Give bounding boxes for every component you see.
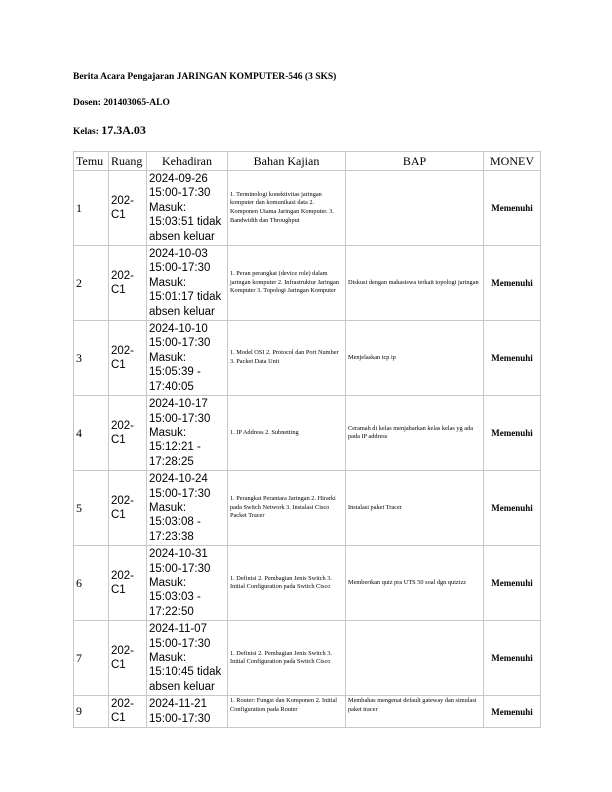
table-row: [74, 321, 541, 396]
monev-cell: Memenuhi: [484, 696, 541, 728]
ruang-cell: 202-C1: [109, 471, 147, 546]
bahan-kajian-cell: 1. IP Address 2. Subnetting: [228, 396, 346, 471]
ruang-cell: 202-C1: [109, 396, 147, 471]
attendance-table: [73, 151, 541, 728]
temu-cell: 3: [74, 321, 109, 396]
kehadiran-cell: [147, 171, 228, 246]
col-header-ruang: Ruang: [109, 152, 147, 171]
bahan-kajian-cell: 1. Model OSI 2. Protocol dan Port Number 3. Packet Data Unit: [228, 321, 346, 396]
ruang-cell: 202-C1: [109, 246, 147, 321]
kehadiran-jam: 15:00-17:30: [149, 187, 211, 200]
temu-cell: 5: [74, 471, 109, 546]
table-row: [74, 621, 541, 696]
table-row: [74, 546, 541, 621]
kehadiran-cell: [147, 396, 228, 471]
kelas-line: [73, 123, 146, 138]
temu-cell: 1: [74, 171, 109, 246]
bap-cell: Diskusi dengan mahasiswa terkait topologi jaringan: [346, 246, 484, 321]
monev-cell: Memenuhi: [484, 396, 541, 471]
bap-cell: [346, 621, 484, 696]
kelas-label: Kelas:: [73, 127, 99, 137]
kehadiran-masuk-label: Masuk:: [149, 652, 187, 664]
kehadiran-masuk-waktu: 15:03:51 tidak absen keluar: [149, 216, 222, 243]
bahan-kajian-cell: 1. Definisi 2. Pembagian Jenis Switch 3. Initial Configuration pada Switch Cisco: [228, 546, 346, 621]
ruang-cell: 202-C1: [109, 546, 147, 621]
kehadiran-masuk-waktu: 15:03:03 - 17:22:50: [149, 591, 201, 618]
bap-cell: Memberikan quiz pra UTS 50 soal dgn quizizz: [346, 546, 484, 621]
dosen-line: Dosen: 201403065-ALO: [73, 98, 170, 108]
kehadiran-cell: [147, 546, 228, 621]
kehadiran-cell: [147, 246, 228, 321]
kehadiran-jam: 15:00-17:30: [149, 412, 211, 425]
kehadiran-jam: 15:00-17:30: [149, 487, 211, 500]
kehadiran-jam: 15:00-17:30: [149, 262, 211, 275]
kehadiran-cell: [147, 321, 228, 396]
col-header-monev: MONEV: [484, 152, 541, 171]
bap-cell: Instalasi paket Tracer: [346, 471, 484, 546]
kehadiran-masuk-waktu: 15:10:45 tidak absen keluar: [149, 666, 222, 693]
kehadiran-tanggal: 2024-10-10: [149, 323, 208, 336]
table-row: [74, 396, 541, 471]
table-header-row: [74, 152, 541, 171]
kehadiran-masuk-label: Masuk:: [149, 576, 187, 589]
temu-cell: 4: [74, 396, 109, 471]
table-row: [74, 696, 541, 728]
kehadiran-masuk-waktu: 15:01:17 tidak absen keluar: [149, 291, 222, 318]
kehadiran-jam: 15:00-17:30: [149, 562, 211, 575]
temu-cell: 9: [74, 696, 109, 728]
bap-cell: Ceramah di kelas menjabarkan kelas kelas yg ada pada IP address: [346, 396, 484, 471]
col-header-bahan-kajian: Bahan Kajian: [228, 152, 346, 171]
monev-cell: Memenuhi: [484, 621, 541, 696]
temu-cell: 7: [74, 621, 109, 696]
kehadiran-masuk-label: Masuk:: [149, 351, 187, 364]
bahan-kajian-cell: 1. Peran perangkat (device role) dalam jaringan komputer 2. Infrastruktur Jaringan Komputer 3. Topologi Jaringan Komputer: [228, 246, 346, 321]
kelas-value: 17.3A.03: [101, 123, 146, 137]
table-row: [74, 246, 541, 321]
kehadiran-cell: [147, 621, 228, 696]
kehadiran-tanggal: 2024-10-03: [149, 248, 208, 261]
kehadiran-masuk-label: Masuk:: [149, 501, 187, 514]
monev-cell: Memenuhi: [484, 471, 541, 546]
kehadiran-jam: 15:00-17:30: [149, 337, 211, 350]
kehadiran-tanggal: 2024-10-31: [149, 548, 208, 561]
table-row: [74, 471, 541, 546]
kehadiran-tanggal: 2024-11-21: [149, 698, 207, 711]
kehadiran-tanggal: 2024-10-24: [149, 473, 208, 486]
bap-cell: [346, 171, 484, 246]
kehadiran-masuk-waktu: 15:12:21 - 17:28:25: [149, 441, 201, 468]
ruang-cell: 202-C1: [109, 171, 147, 246]
ruang-cell: 202-C1: [109, 621, 147, 696]
kehadiran-masuk-label: Masuk:: [149, 201, 187, 214]
kehadiran-masuk-label: Masuk:: [149, 276, 187, 289]
kehadiran-masuk-label: Masuk:: [149, 426, 187, 439]
ruang-cell: 202-C1: [109, 696, 147, 728]
ruang-cell: 202-C1: [109, 321, 147, 396]
kehadiran-cell: [147, 696, 228, 728]
bap-cell: Menjelaskan tcp ip: [346, 321, 484, 396]
col-header-kehadiran: Kehadiran: [147, 152, 228, 171]
monev-cell: Memenuhi: [484, 546, 541, 621]
kehadiran-jam: 15:00-17:30: [149, 637, 211, 650]
bahan-kajian-cell: 1. Perangkat Perantara Jaringan 2. Hirarki pada Switch Network 3. Instalasi Cisco Packet Tracer: [228, 471, 346, 546]
kehadiran-cell: [147, 471, 228, 546]
kehadiran-tanggal: 2024-09-26: [149, 173, 208, 185]
bahan-kajian-cell: 1. Router: Fungsi dan Komponen 2. Initial Configuration pada Router: [228, 696, 346, 728]
bahan-kajian-cell: 1. Terminologi konektivitas jaringan komputer dan komunikasi data 2. Komponen Utama Jaringan Komputer. 3. Bandwidth dan Throughput: [228, 171, 346, 246]
temu-cell: 6: [74, 546, 109, 621]
monev-cell: Memenuhi: [484, 171, 541, 246]
kehadiran-masuk-waktu: 15:03:08 - 17:23:38: [149, 516, 201, 543]
monev-cell: Memenuhi: [484, 246, 541, 321]
col-header-bap: BAP: [346, 152, 484, 171]
bahan-kajian-cell: 1. Definisi 2. Pembagian Jenis Switch 3. Initial Configuration pada Switch Cisco: [228, 621, 346, 696]
kehadiran-masuk-waktu: 15:05:39 - 17:40:05: [149, 366, 201, 393]
kehadiran-tanggal: 2024-10-17: [149, 398, 208, 411]
kehadiran-tanggal: 2024-11-07: [149, 623, 207, 636]
bap-cell: Membahas mengenai default gateway dan simulasi paket tracer: [346, 696, 484, 728]
monev-cell: Memenuhi: [484, 321, 541, 396]
kehadiran-jam: 15:00-17:30: [149, 712, 211, 725]
document-title: Berita Acara Pengajaran JARINGAN KOMPUTER-546 (3 SKS): [73, 72, 337, 82]
table-row: [74, 171, 541, 246]
temu-cell: 2: [74, 246, 109, 321]
col-header-temu: Temu: [74, 152, 109, 171]
